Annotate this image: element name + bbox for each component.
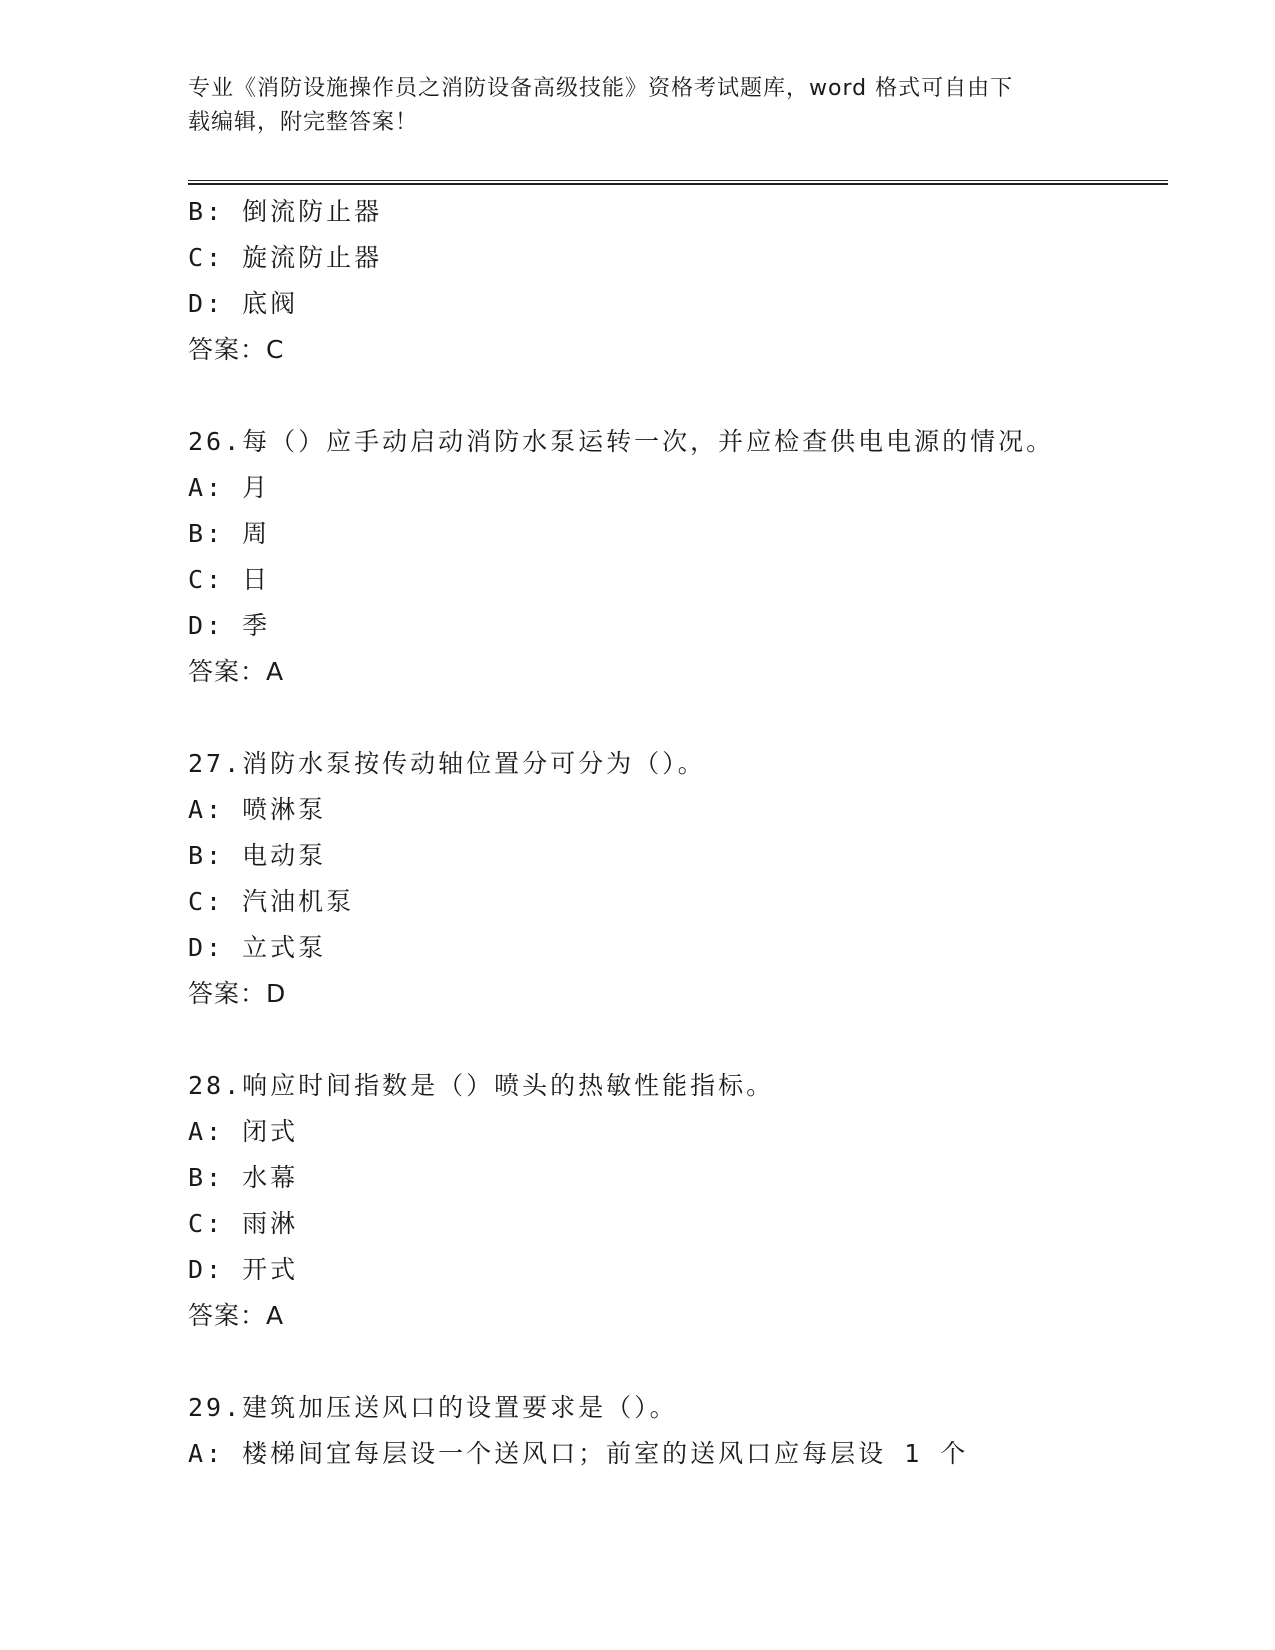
question-text: 26.每（）应手动启动消防水泵运转一次，并应检查供电电源的情况。 xyxy=(188,427,1055,456)
spacer xyxy=(188,1017,1188,1063)
question-text: 29.建筑加压送风口的设置要求是（）。 xyxy=(188,1393,678,1422)
option-b: B: 电动泵 xyxy=(188,841,327,870)
question-text: 28.响应时间指数是（）喷头的热敏性能指标。 xyxy=(188,1071,775,1100)
document-header xyxy=(188,72,1088,140)
option-a: A: 楼梯间宜每层设一个送风口；前室的送风口应每层设 1 个 xyxy=(188,1439,969,1468)
question-text: 27.消防水泵按传动轴位置分可分为（）。 xyxy=(188,749,706,778)
option-b: B: 倒流防止器 xyxy=(188,197,383,226)
option-d: D: 季 xyxy=(188,611,271,640)
question-list xyxy=(188,189,1188,1477)
answer: 答案：A xyxy=(188,657,285,686)
answer: 答案：D xyxy=(188,979,287,1008)
header-line-2: 载编辑，附完整答案！ xyxy=(188,110,419,135)
option-a: A: 喷淋泵 xyxy=(188,795,327,824)
option-a: A: 闭式 xyxy=(188,1117,299,1146)
spacer xyxy=(188,1339,1188,1385)
option-b: B: 水幕 xyxy=(188,1163,299,1192)
answer: 答案：A xyxy=(188,1301,285,1330)
question-29 xyxy=(188,1385,1188,1477)
option-c: C: 日 xyxy=(188,565,271,594)
answer: 答案：C xyxy=(188,335,285,364)
spacer xyxy=(188,695,1188,741)
option-d: D: 立式泵 xyxy=(188,933,327,962)
option-a: A: 月 xyxy=(188,473,271,502)
header-line-1: 专业《消防设施操作员之消防设备高级技能》资格考试题库，word 格式可自由下 xyxy=(188,76,1014,101)
option-d: D: 底阀 xyxy=(188,289,299,318)
question-28 xyxy=(188,1063,1188,1339)
option-c: C: 旋流防止器 xyxy=(188,243,383,272)
question-25-tail xyxy=(188,189,1188,373)
question-26 xyxy=(188,419,1188,695)
header-divider-thin xyxy=(188,180,1168,181)
option-c: C: 雨淋 xyxy=(188,1209,299,1238)
question-27 xyxy=(188,741,1188,1017)
option-b: B: 周 xyxy=(188,519,271,548)
option-c: C: 汽油机泵 xyxy=(188,887,355,916)
option-d: D: 开式 xyxy=(188,1255,299,1284)
header-divider-thick xyxy=(188,183,1168,185)
spacer xyxy=(188,373,1188,419)
